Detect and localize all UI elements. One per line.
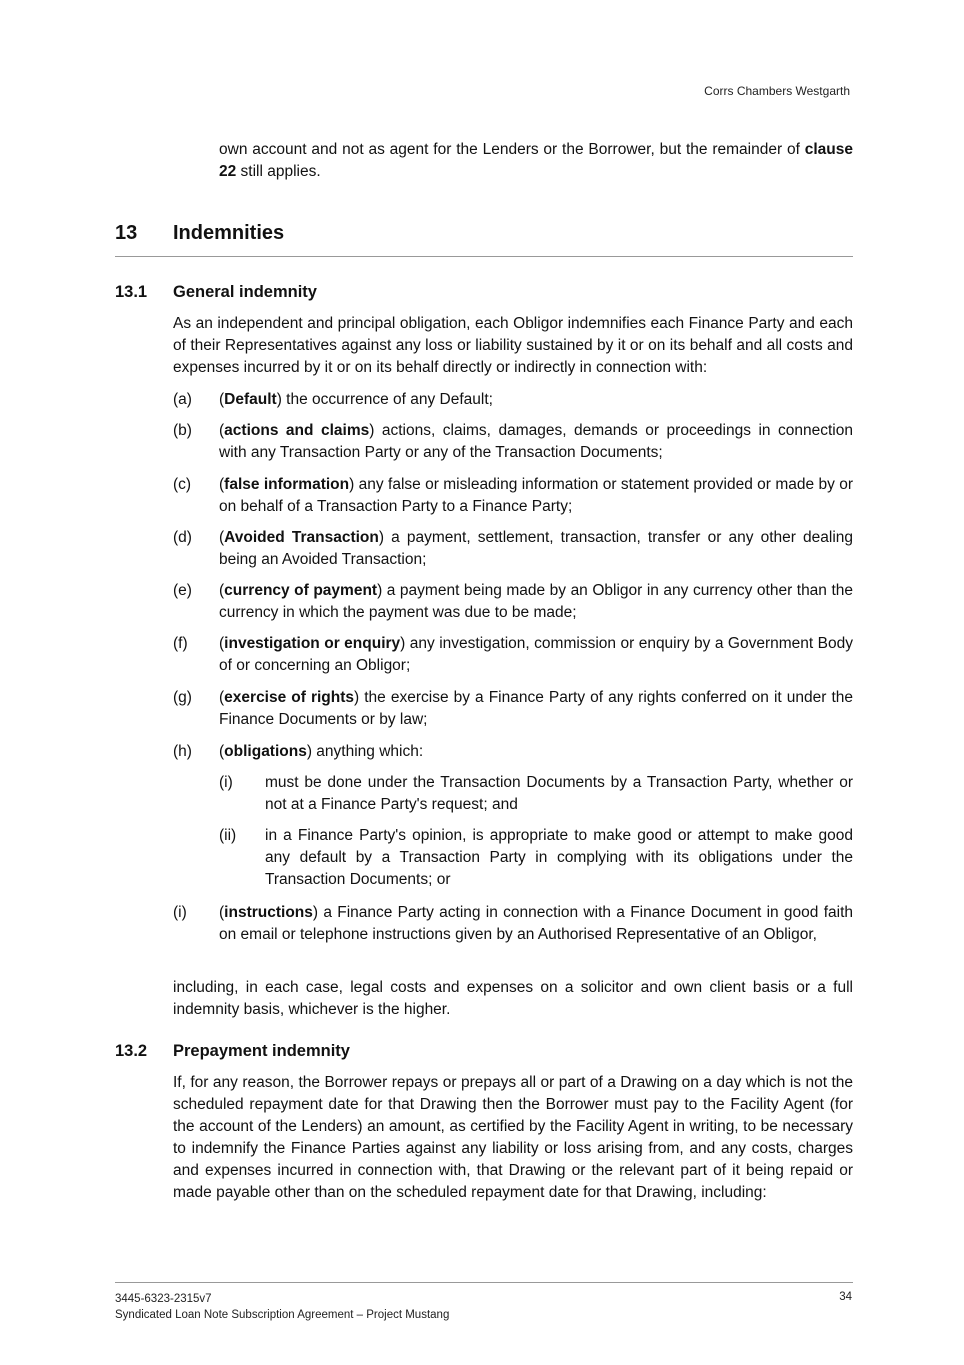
- list-item: (g) (exercise of rights) the exercise by a Finance Party of any rights conferred on it under the Finance Documents or by law;: [173, 689, 853, 728]
- closing-paragraph: including, in each case, legal costs and expenses on a solicitor and own client basis or a full indemnity basis, whichever is the higher.: [173, 979, 853, 1018]
- list-item: (h) (obligations) anything which:: [173, 743, 424, 760]
- list-item: (e) (currency of payment) a payment being made by an Obligor in any currency other than the currency in which the payment was due to be made;: [173, 582, 854, 621]
- list-item: (d) (Avoided Transaction) a payment, settlement, transaction, transfer or any other dealing being an Avoided Transaction;: [173, 529, 854, 568]
- clause-reference: clause 22: [219, 141, 853, 180]
- page-number: 34: [839, 1291, 852, 1303]
- list-item: (i) (instructions) a Finance Party acting in connection with a Finance Document in good faith on email or telephone instructions given by an Authorised Representative of an Obligor,: [173, 904, 853, 943]
- footer-document-info: [115, 1291, 449, 1323]
- list-item: (a) (Default) the occurrence of any Default;: [173, 391, 493, 408]
- document-id: 3445-6323-2315v7: [115, 1293, 212, 1305]
- document-title: Syndicated Loan Note Subscription Agreement – Project Mustang: [115, 1309, 450, 1321]
- sub-list-item: (i) must be done under the Transaction Documents by a Transaction Party, whether or not at a Finance Party's request; and: [219, 774, 853, 813]
- subsection-heading-13-2: 13.2 Prepayment indemnity: [115, 1042, 350, 1060]
- list-item: (f) (investigation or enquiry) any investigation, commission or enquiry by a Government Body of or concerning an Obligor;: [173, 635, 853, 674]
- subsection-heading-13-1: 13.1 General indemnity: [115, 283, 317, 301]
- running-header: Corrs Chambers Westgarth: [704, 84, 850, 98]
- intro-paragraph: As an independent and principal obligation, each Obligor indemnifies each Finance Party and each of their Representatives against any loss or liability sustained by it or on its behalf and all costs and expenses incurred by it or on its behalf directly or indirectly in connection with:: [173, 315, 853, 376]
- continuation-paragraph: own account and not as agent for the Lenders or the Borrower, but the remainder of clause 22 still applies.: [219, 141, 853, 180]
- footer-divider: [115, 1282, 853, 1283]
- section-heading: 13 Indemnities: [115, 222, 285, 244]
- prepayment-paragraph: If, for any reason, the Borrower repays or prepays all or part of a Drawing on a day which is not the scheduled repayment date for that Drawing then the Borrower must pay to the Facility Agent (for the account of the Lenders) an amount, as certified by the Facility Agent in writing, to be necessary to indemnify the Finance Parties against any liability or loss arising from, and any costs, charges and expenses incurred in connection with, that Drawing or the relevant part of it being repaid or made payable other than on the scheduled repayment date for that Drawing, including:: [173, 1074, 853, 1201]
- list-item: (b) (actions and claims) actions, claims, damages, demands or proceedings in connection with any Transaction Party or any of the Transaction Documents;: [173, 422, 853, 461]
- list-item: (c) (false information) any false or misleading information or statement provided or made by or on behalf of a Transaction Party to a Finance Party;: [173, 476, 853, 515]
- sub-list-item: (ii) in a Finance Party's opinion, is appropriate to make good or attempt to make good any default by a Transaction Party in complying with its obligations under the Transaction Documents; or: [219, 827, 853, 888]
- section-divider: [115, 256, 853, 257]
